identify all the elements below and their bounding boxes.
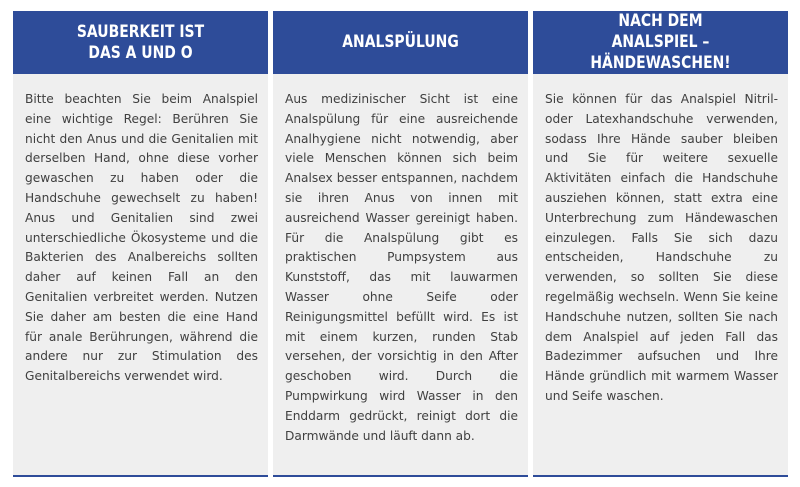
column-title: ANALSPÜLUNG <box>342 32 459 52</box>
column-header <box>533 11 788 74</box>
column-text: Sie können für das Analspiel Nitril- oder Latexhandschuhe verwenden, sodass Ihre Hände sauber bleiben und Sie für weitere sexuelle Aktivitäten einfach die Handschuhe ausziehen können, statt extra eine Unterbrechung zum Händewaschen einzulegen. Falls Sie sich dazu entscheiden, Handschuhe zu verwenden, so sollten Sie diese regelmäßig wechseln. Wenn Sie keine Handschuhe nutzen, sollten Sie nach dem Analspiel auf jeden Fall das Badezimmer aufsuchen und Ihre Hände gründlich mit warmem Wasser und Seife waschen. <box>545 92 778 403</box>
column-header <box>273 11 528 74</box>
column-title: NACH DEM ANALSPIEL – HÄNDEWASCHEN! <box>590 11 731 73</box>
column-title: SAUBERKEIT IST DAS A UND O <box>76 21 205 63</box>
column-text: Aus medizinischer Sicht ist eine Analspülung für eine ausreichende Analhygiene nicht notwendig, aber viele Menschen können sich beim Analsex besser entspannen, nachdem sie ihren Anus von innen mit ausreichend Wasser gereinigt haben. Für die Analspülung gibt es praktischen Pumpsystem aus Kunststoff, das mit lauwarmen Wasser ohne Seife oder Reinigungsmittel befüllt wird. Es ist mit einem kurzen, runden Stab versehen, der vorsichtig in den After geschoben wird. Durch die Pumpwirkung wird Wasser in den Enddarm gedrückt, reinigt dort die Darmwände und läuft dann ab. <box>285 92 518 443</box>
info-column-hand-washing <box>533 11 788 477</box>
column-header <box>13 11 268 74</box>
info-column-cleanliness <box>13 11 268 477</box>
column-text: Bitte beachten Sie beim Analspiel eine wichtige Regel: Berühren Sie nicht den Anus und die Genitalien mit derselben Hand, ohne diese vorher gewaschen zu haben oder die Handschuhe gewechselt zu haben! Anus und Genitalien sind zwei unterschiedliche Ökosysteme und die Bakterien des Analbereichs sollten daher auf keinen Fall an den Genitalien verbreitet werden. Nutzen Sie daher am besten die eine Hand für anale Berührungen, während die andere nur zur Stimulation des Genitalbereichs verwendet wird. <box>25 92 258 384</box>
info-column-anal-douche <box>273 11 528 477</box>
